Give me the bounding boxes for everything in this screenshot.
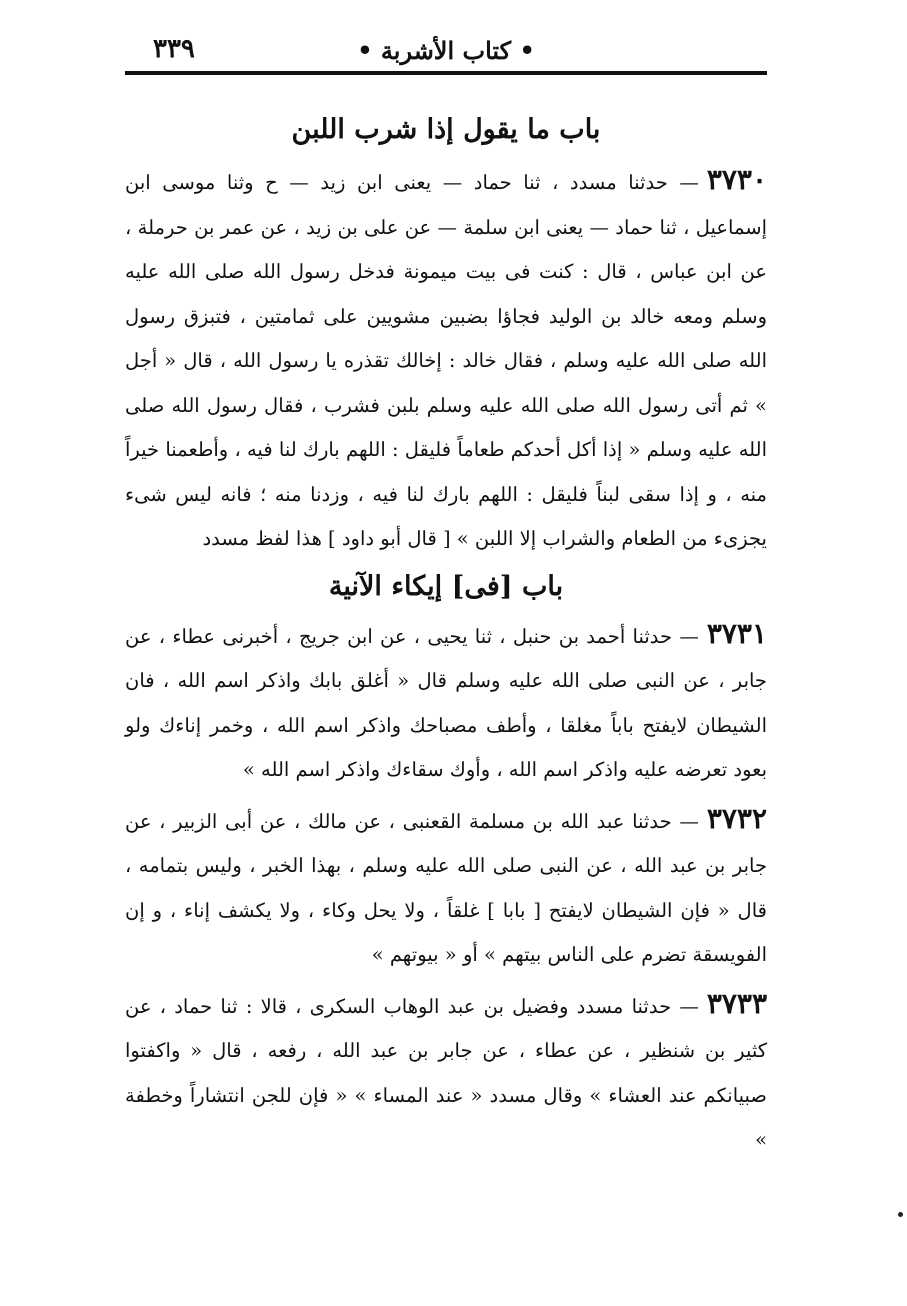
hadith-paragraph (125, 612, 767, 793)
page-number: ٣٣٩ (153, 34, 195, 64)
hadith-number: ٣٧٣٠ (706, 163, 767, 196)
hadith-text: — حدثنا مسدد وفضيل بن عبد الوهاب السكرى ، قالا : ثنا حماد ، عن كثير بن شنظير ، عن عطاء ، عن جابر بن عبد الله ، رفعه ، قال « واكفتوا صبيانكم عند العشاء » وقال مسدد « عند المساء » « فإن للجن انتشاراً وخطفة » (125, 994, 767, 1151)
hadith-text: — حدثنا مسدد ، ثنا حماد — يعنى ابن زيد — ح وثنا موسى ابن إسماعيل ، ثنا حماد — يعنى ابن سلمة — عن على بن زيد ، عن عمر بن حرملة ، عن ابن عباس ، قال : كنت فى بيت ميمونة فدخل رسول الله صلى الله عليه وسلم ومعه خالد بن الوليد فجاؤا بضبين مشويين على ثمامتين ، فتبزق رسول الله صلى الله عليه وسلم ، فقال خالد : إخالك تقذره يا رسول الله ، قال « أجل » ثم أتى رسول الله صلى الله عليه وسلم بلبن فشرب ، فقال رسول الله صلى الله عليه وسلم « إذا أكل أحدكم طعاماً فليقل : اللهم بارك لنا فيه ، وأطعمنا خيراً منه ، و إذا سقى لبناً فليقل : اللهم بارك لنا فيه ، وزدنا منه ؛ فانه ليس شىء يجزىء من الطعام والشراب إلا اللبن » [ قال أبو داود ] هذا لفظ مسدد (125, 171, 767, 550)
scan-speck (898, 1212, 903, 1217)
hadith-number: ٣٧٣١ (706, 616, 767, 650)
hadith-paragraph (125, 797, 767, 978)
hadith-paragraph (125, 158, 767, 562)
running-header (125, 30, 767, 70)
hadith-number: ٣٧٣٢ (706, 801, 767, 835)
hadith-number: ٣٧٣٣ (706, 986, 767, 1020)
page-body (125, 102, 767, 1163)
chapter-heading: باب ما يقول إذا شرب اللبن (291, 114, 601, 145)
book-title: • كتاب الأشربة • (357, 36, 535, 65)
hadith-paragraph (125, 982, 767, 1163)
hadith-text: — حدثنا عبد الله بن مسلمة القعنبى ، عن مالك ، عن أبى الزبير ، عن جابر بن عبد الله ، عن النبى صلى الله عليه وسلم ، بهذا الخبر ، وليس بتمامه ، قال « فإن الشيطان لايفتح [ بابا ] غلقاً ، ولا يحل وكاء ، ولا يكشف إناء ، و إن الفويسقة تضرم على الناس بيتهم » أو « بيوتهم » (125, 809, 767, 966)
hadith-text: — حدثنا أحمد بن حنبل ، ثنا يحيى ، عن ابن جريج ، أخبرنى عطاء ، عن جابر ، عن النبى صلى الله عليه وسلم قال « أغلق بابك واذكر اسم الله ، فان الشيطان لايفتح باباً مغلقا ، وأطف مصباحك واذكر اسم الله ، وخمر إناءك ولو بعود تعرضه عليه واذكر اسم الله ، وأوك سقاءك واذكر اسم الله » (125, 624, 767, 781)
header-rule (125, 71, 767, 75)
chapter-heading: باب [فى] إيكاء الآنية (328, 570, 564, 602)
